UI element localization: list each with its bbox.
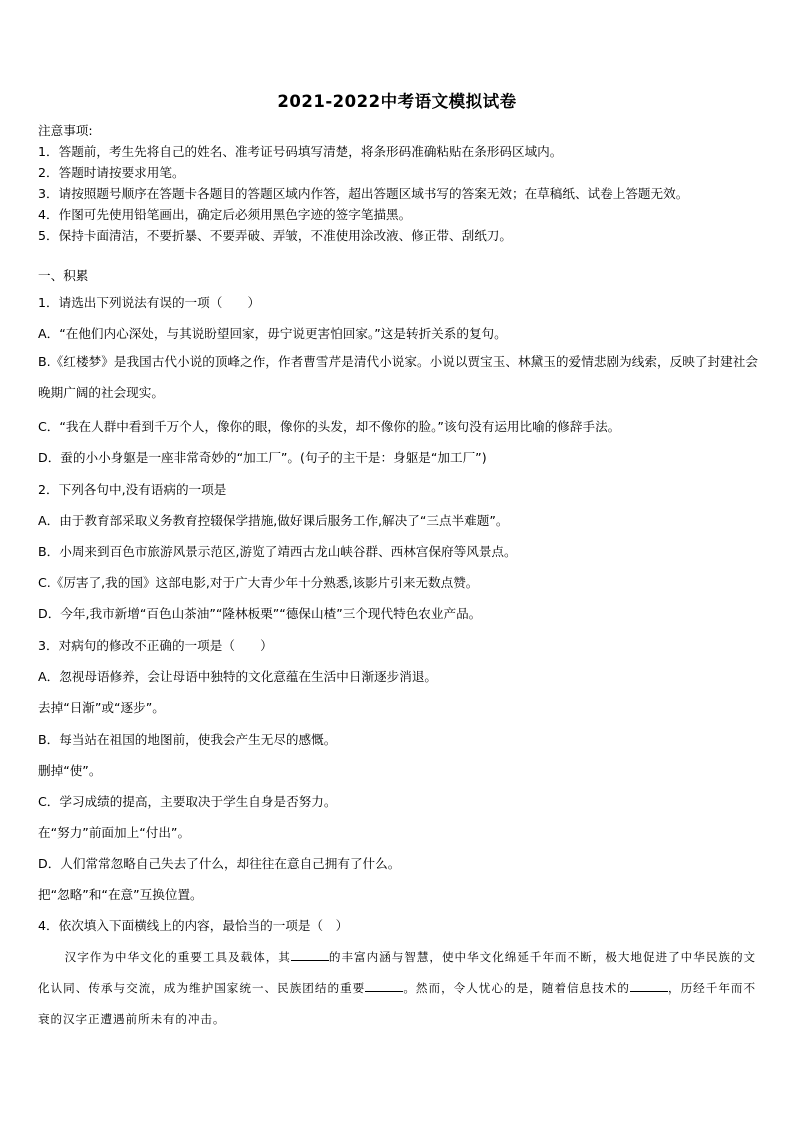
question-2-option-b: B．小周来到百色市旅游风景示范区,游览了靖西古龙山峡谷群、西林宫保府等风景点。 [38,544,517,559]
question-3-option-b: B．每当站在祖国的地图前，使我会产生无尽的感慨。 [38,732,337,747]
question-1-option-c: C．“我在人群中看到千万个人，像你的眼，像你的头发，却不像你的脸。”该句没有运用比喻的修辞手法。 [38,419,621,434]
question-2-stem: 2．下列各句中,没有语病的一项是 [38,482,227,497]
passage-text: 。然而，令人忧心的是，随着信息技术的 [403,981,630,995]
fill-blank [630,980,668,992]
question-2-option-a: A．由于教育部采取义务教育控辍保学措施,做好课后服务工作,解决了“三点半难题”。 [38,513,509,528]
notice-item: 4．作图可先使用铅笔画出，确定后必须用黑色字迹的签字笔描黑。 [38,207,412,222]
question-2-option-d: D．今年,我市新增“百色山茶油”“隆林板栗”“德保山楂”三个现代特色农业产品。 [38,606,482,621]
question-3-option-b-fix: 删掉“使”。 [38,763,102,778]
question-3-stem: 3．对病句的修改不正确的一项是（ ） [38,638,273,653]
question-4-stem: 4．依次填入下面横线上的内容，最恰当的一项是（ ） [38,918,349,933]
question-3-option-a: A．忽视母语修养，会让母语中独特的文化意蕴在生活中日渐逐步消退。 [38,669,438,684]
question-3-option-d-fix: 把“忽略”和“在意”互换位置。 [38,887,203,902]
notice-heading: 注意事项: [38,123,93,138]
passage-text: ，历经千年而不衰的汉字正遭遇前所未有的冲击。 [38,981,757,1026]
notice-section [38,120,768,246]
question-1-stem: 1．请选出下列说法有误的一项（ ） [38,295,261,310]
question-1-option-a: A．“在他们内心深处，与其说盼望回家，毋宁说更害怕回家。”这是转折关系的复句。 [38,326,507,341]
notice-item: 5．保持卡面清洁，不要折暴、不要弄破、弄皱，不准使用涂改液、修正带、刮纸刀。 [38,228,512,243]
question-1-option-b: B.《红楼梦》是我国古代小说的顶峰之作，作者曹雪芹是清代小说家。小说以贾宝玉、林黛玉的爱情悲剧为线索，反映了封建社会晚期广阔的社会现实。 [38,354,758,400]
question-3-option-a-fix: 去掉“日渐”或“逐步”。 [38,700,165,715]
fill-blank [365,980,403,992]
question-3-option-c-fix: 在“努力”前面加上“付出”。 [38,825,191,840]
question-4-passage [38,942,756,1035]
passage-text: 汉字作为中华文化的重要工具及载体，其 [64,950,291,964]
section-heading: 一、积累 [38,268,89,283]
notice-item: 1．答题前，考生先将自己的姓名、准考证号码填写清楚，将条形码准确粘贴在条形码区域内。 [38,144,563,159]
question-3-option-d: D．人们常常忽略自己失去了什么，却往往在意自己拥有了什么。 [38,856,401,871]
passage-text: 的丰富内涵与智慧，使中华文化绵延千年而不断，极大地促进了中华民族的文化认同、传承与交流，成为维护国家统一、民族团结的重要 [38,950,756,995]
page-title: 2021-2022中考语文模拟试卷 [277,92,517,111]
question-2-option-c: C.《厉害了,我的国》这部电影,对于广大青少年十分熟悉,该影片引来无数点赞。 [38,575,479,590]
question-1-option-d: D．蚕的小小身躯是一座非常奇妙的“加工厂”。(句子的主干是：身躯是“加工厂”) [38,450,487,465]
fill-blank [291,949,329,961]
notice-item: 3．请按照题号顺序在答题卡各题目的答题区域内作答，超出答题区域书写的答案无效；在草稿纸、试卷上答题无效。 [38,186,689,201]
question-3-option-c: C．学习成绩的提高，主要取决于学生自身是否努力。 [38,794,337,809]
notice-item: 2．答题时请按要求用笔。 [38,165,185,180]
